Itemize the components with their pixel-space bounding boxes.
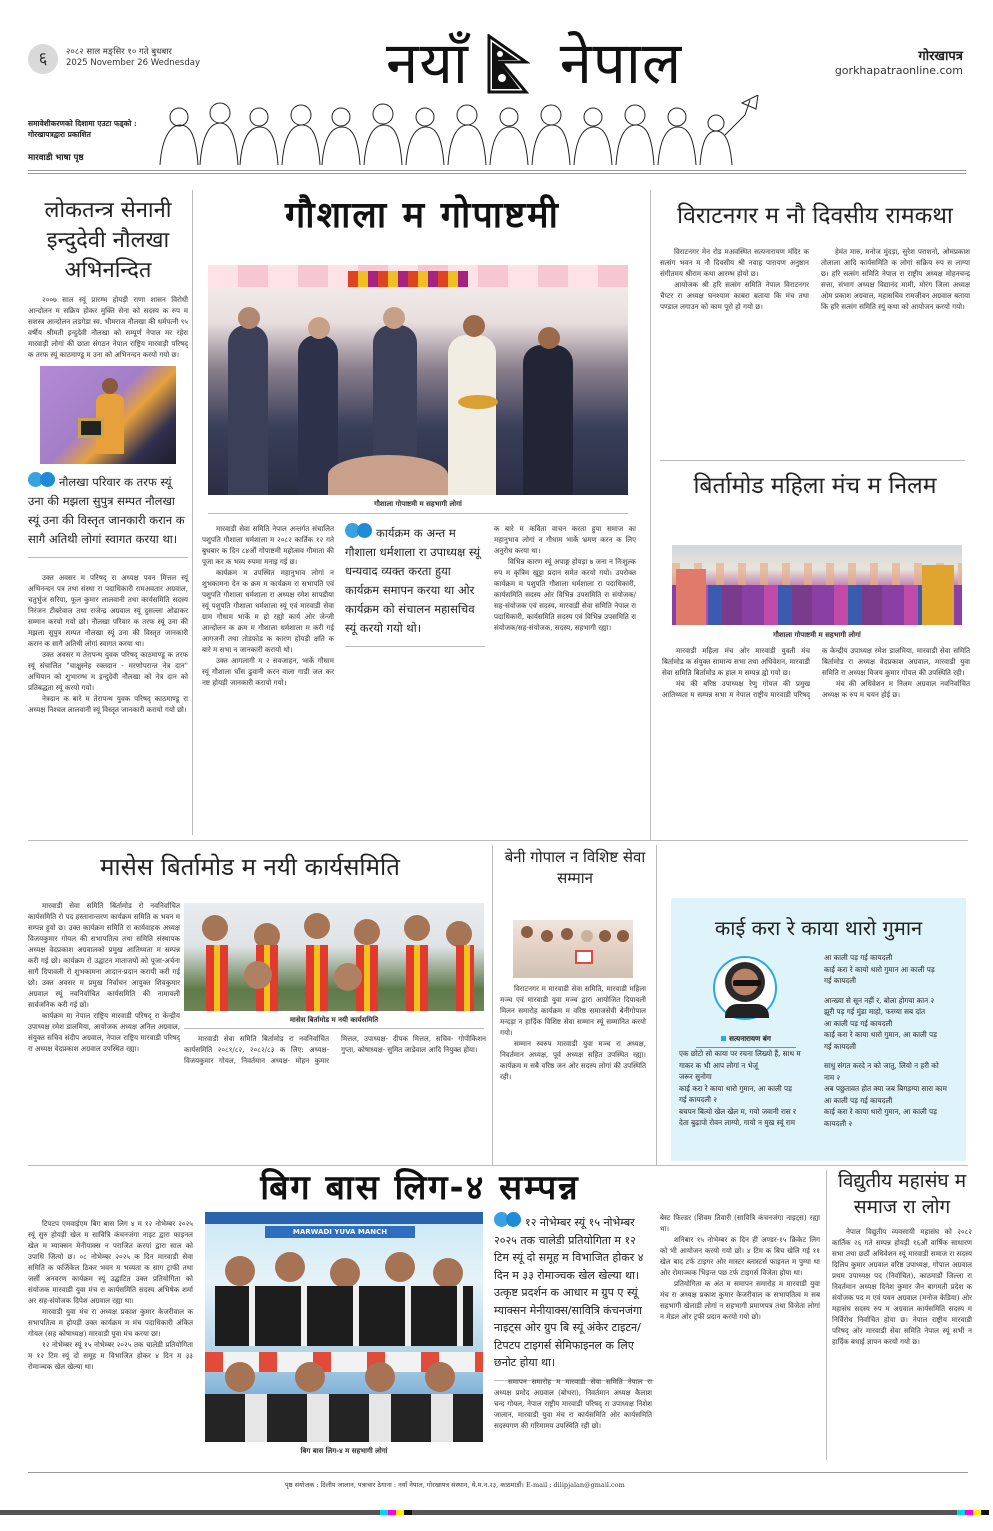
caption-mases: मासेस बिर्तामोड म नयी कार्यसमिति bbox=[289, 1015, 379, 1024]
body-paragraph: टिपटप एमवाईएम बिग बास लिग ४ म १२ नोभेम्बर २०२५ स्यूं सुरु होयड़ी खेल म सावित्रि कंचनजंगा नाइट द्वारा फाइनल खेल म म्याक्सन मेनीयाक्स न पराजित करयां द्वारा साल को उपाधि जित्यो छ। ०८ नोभेम्बर २०२५ क दिन मारवाडी सेवा समिति क फर्जिकेल ठिकर भवन म भव्यता क साग ट्राफी तथा जर्सी अनवरण कार्यक्रम स्यूं उद्घाटित उक्त प्रतियोगिता को संयोजक मारवाडी युवा मंच रा कार्यसमिति सदस्य अभिषेक शर्मा अर सह-संयोजक दिपेश अग्रवाल रह्या था। bbox=[28, 1219, 193, 1305]
registration-swatch bbox=[981, 1510, 989, 1515]
poem-line: आ काली पड़ गई कायदली bbox=[824, 1018, 893, 1028]
bullet-icon bbox=[721, 1036, 726, 1041]
body-paragraph: विराटनगर मेन रोड मअवस्थित सत्यनारायण मंदिर क सत्संग भवन म नौ दिवसीय श्री नवाह पारायण अनुष्ठान संगीतमय श्रीराम कथा आरम्भ होयो छ। bbox=[660, 247, 809, 278]
masthead-tagline: समावेशीकरणको दिशामा एउटा फड्को : गोरखापत्रद्वारा प्रकाशित bbox=[28, 119, 137, 139]
poem-line: गई कायदली २ bbox=[679, 1095, 717, 1104]
body-vidyutiya bbox=[832, 1226, 972, 1347]
body-paragraph: शनिबार १५ नोभेम्बर क दिन ही अण्डर-१५ क्रिकेट लिग को भी आयोजन करयो गयो छो। ४ टिम क बिच खेलि गई ११ खेल बाद टर्फ टाइगर ओर मास्टर ब्लास्टर्स फाइनल म पुग्या था ओर रोमाञ्चक भिड़न्त पछ टर्फ टाइगर्स विजेता होया था। bbox=[660, 1235, 820, 1277]
poem-line: आ काली पड़ गई कायदली bbox=[824, 1095, 893, 1105]
section-divider bbox=[208, 513, 628, 514]
pullquote-gaushala bbox=[345, 523, 485, 647]
author-byline bbox=[696, 1026, 796, 1048]
body-paragraph: नेपाल विद्युतीय व्यवसायी महासंघ को २०८२ कार्तिक २६ गते सम्पन्न होयड़ी १६औं वार्षिक साधारण सभा तथा छठौं अधिवेशन स्यूं मारवाडी समाज रा सदस्य दिलिप कुमार अग्रवाल वरिष्ठ उपाध्यक्ष, गोपाल अग्रवाल प्रथम उपाध्यक्ष पद (निर्वाचित), काठमाडौं जिल्ला रा निवर्तमान अध्यक्ष दिनेश कुमार जैन बागमती प्रदेश क संयोजक पद म एवं पवन अग्रवाल (मनोज केडिया) ओर महासंघ सदस्य रुप म अग्रवाल कार्यसमिति सदस्य म निर्विरोध निर्वाचित होया छ। नेपाल राष्ट्रीय मारवाडी परिषद् ओर मारवाडी सेवा समिति नेपाल स्यूं सभी न हार्दिक बधाई ज्ञापन करयो गयो छ। bbox=[832, 1227, 972, 1346]
masthead-title-right: नेपाल bbox=[559, 29, 683, 97]
caption-birtamod-mahila: गौशाला गोपाष्टमी म सहभागी लोगां bbox=[773, 630, 861, 639]
page-number-badge: ६ bbox=[28, 44, 58, 74]
lead-paragraph: २००७ साल स्यूं प्रारम्भ होयड़ी राणा शासन विरोधी आन्दोलन म सक्रिय होकर मुक्ति सेना को सदस्य क रुप म सशस्त्र आन्दोलन लडगेडा स्व. भीमराज नौलखा की धर्मपत्नी ९५ वर्षीय श्रीमती इन्दुदेवी नौलखा को सम्पूर्ण नेपाल मर रहेरा मारवाड़ी लोगां की छाता संगठन नेपाल राष्ट्रिय मारवाड़ी परिषद् क तरफ स्यूं काठमाण्डू म उना को अभिनन्दन करयो गयो छ। bbox=[28, 295, 188, 359]
body-gaushala-col1 bbox=[202, 523, 334, 688]
quote-icon bbox=[28, 472, 56, 488]
body-paragraph: मारवाडी महिला मंच ओर मारवाडी युवती मंच बिर्तामोड क संयुक्त सामान्य सभा तथा अधिवेशन, मारवाडी सेवा समिति बिर्तामोड क हाल म सम्पन्न ह्वो गयो छ। bbox=[662, 646, 810, 677]
body-paragraph: विभिन्न कारण स्यूं अपाङ्ग होयड़ा ७ जना न निःशुल्क रुप म कृत्रिम खुट्टा प्रदान समेत करयो गयो। उपरोक्त कार्यक्रम म पशुपति गौशाला धर्मशाला रा पदाधिकारी, कार्यसमिति सदस्य ओर विभिन्न उपसमिति रा संयोजक/सह-संयोजक एवं सदस्य, मारवाडी सेवा समिति नेपाल रा पदाधिकारी, कार्यसमिति सदस्य एवं विभिन्न उपसमिति रा संयोजक/सह-संयोजक, सदस्य, सहभागी रह्या। bbox=[494, 557, 636, 632]
body-paragraph: प्रतियोगिता क अंत म समापन समारोह म मारवाडी युवा मंच रा अध्यक्ष प्रकाश कुमार केजरीवाल क सभापतित्व म सब सहभागी खेलाडी लोगां न सहभागी प्रमाणपत्र तथा विजेता लोगां न मेडल ओर ट्रफी प्रदान करयो गयो छो। bbox=[660, 1279, 820, 1321]
poem-right-stanza bbox=[824, 952, 964, 1129]
body-mases-col1 bbox=[28, 900, 180, 1054]
headline-bigbash: बिग बास लिग-४ सम्पन्न bbox=[260, 1168, 580, 1208]
registration-swatch bbox=[973, 1510, 981, 1515]
article-bigbash bbox=[200, 1166, 640, 1210]
headline-biratnagar: विराटनगर म नौ दिवसीय रामकथा bbox=[677, 203, 953, 229]
headline-beni-gopal: बेनी गोपाल न विशिष्ट सेवा सम्मान bbox=[504, 848, 646, 887]
article-gaushala bbox=[200, 194, 645, 238]
photo-birtamod-mahila bbox=[672, 545, 962, 625]
registration-swatches bbox=[380, 1510, 412, 1515]
lead-lokatantra bbox=[28, 294, 188, 360]
nepal-flag-icon bbox=[486, 34, 530, 96]
poem-line: काई करा रे काया थारो गुमान, आ काली पड़ bbox=[824, 1107, 937, 1116]
poem-line: गई कायदली bbox=[824, 1041, 856, 1051]
column-divider bbox=[656, 845, 657, 1165]
body-paragraph: क बारे म कविता वाचन करता हुया समाज का महानुभाव लोगां न गौधाम भार्के भ्रमण करन क लिए अनुरोध करया था। bbox=[494, 524, 636, 555]
poem-line: झूरी पड़ गई मुंडा माहो, फरग्या सब दांत bbox=[824, 1007, 926, 1016]
photo-beni-gopal bbox=[513, 920, 633, 978]
article-birtamod-mahila bbox=[660, 470, 970, 502]
headline-poem: काई करा रे काया थारो गुमान bbox=[714, 916, 923, 940]
body-gaushala-col3 bbox=[494, 523, 636, 633]
poem-line: देता बुढ़ापो रोवन लाग्यो, गायो न मुख स्यूं राम bbox=[679, 1118, 796, 1127]
headline-mases: मासेस बिर्तामोड म नयी कार्यसमिति bbox=[100, 853, 400, 881]
poem-line: नाम २ bbox=[824, 1072, 841, 1082]
body-paragraph: मंच की अधिवेशन म निलम अग्रवाल नवनिर्वाचित अध्यक्ष क रुप म चयन होई छ। bbox=[822, 679, 970, 699]
caption-bigbash: बिग बास लिग-४ म सहभागी लोगां bbox=[300, 1446, 388, 1455]
registration-swatch bbox=[404, 1510, 412, 1515]
pullquote-lokatantra bbox=[28, 472, 188, 558]
body-paragraph: मारवाडी सेवा समिति बिर्तामोड रो नवनिर्वाचित कार्यसमिति रो पद हस्तानान्तरण कार्यक्रम समिति क भवन म सम्पन्न हुयो छ। उक्त कार्यक्रम समिति रा कार्यवाहक अध्यक्ष विजयकुमार गोयल की सभापतित्व तथा समिति संस्थापक अध्यक्ष वेदप्रकाश अग्रवालको प्रमुख आतिथ्यता म सम्पन्न करी गई छो। कार्यक्रम रो उद्घाटन माताजयों को पूजा-अर्चना सागै दिपावली रो शुभकामना आदान-प्रदान करायी करी गई छो। उक्त अवसर म प्रमुख निर्वाचन आयुक्त शिवकुमार अग्रवाल स्यूं नवनिर्वाचित कार्यसमिति की नामावली सार्वजनिक करी गई छो। bbox=[28, 901, 180, 1009]
body-paragraph: उक्त अवसर म तेरापन्थ युवक परिषद् काठमाण्डू क तरफ स्यूं संचालित "चाक्षुस्नेह रक्तदान - मरणोपरान्त नेत्र दान" अभियान को शुभारम्भ म इन्दुदेवी नौलखा को नेत्र दान को प्रतिबद्धता स्यूं करयो गयो। bbox=[28, 650, 188, 692]
author-avatar bbox=[713, 956, 777, 1020]
registration-swatch bbox=[396, 1510, 404, 1515]
body-paragraph: नेत्रदान क बारे म तेरापन्थ युवक परिषद् काठमाण्डू रा अध्यक्ष निश्चल लालवानी स्यूं विस्तृत जानकारी करायो गयो छो। bbox=[28, 694, 188, 714]
caption-gaushala: गौशाला गोपाष्टमी म सहभागी लोगां bbox=[374, 499, 462, 508]
section-divider bbox=[28, 840, 968, 841]
registration-swatch bbox=[957, 1510, 965, 1515]
article-vidyutiya bbox=[832, 1168, 972, 1347]
body-lokatantra bbox=[28, 572, 188, 715]
pullquote-text: कार्यक्रम क अन्त म गौशाला धर्मशाला रा उपाध्यक्ष स्यूं धन्यवाद व्यक्त करता हुया कार्यक्रम समापन करया था ओर कार्यक्रम को संचालन महासचिव स्यूं करयो गयो थो। bbox=[345, 526, 481, 635]
pullquote-bigbash bbox=[494, 1212, 654, 1381]
registration-bar bbox=[0, 1510, 380, 1515]
photo-mases-committee bbox=[184, 903, 484, 1011]
registration-swatch bbox=[380, 1510, 388, 1515]
pullquote-text: १२ नोभेम्बर स्यूं १५ नोभेम्बर २०२५ तक चालेडी प्रतियोगिता म १२ टिम स्यूं दो समूह म विभाजित होकर ४ दिन म ३३ रोमाञ्चक खेल खेल्या था। उत्कृष्ट प्रदर्शन क आधार म ग्रुप ए स्यूं म्याक्सन मेनीयाक्स/सावित्रि कंचनजंगा नाइट्स ओर ग्रुप बि स्यूं अंकेर टाइटन/टिपटप टाइगर्स सेमिफाइनल क लिए छनोट होया था। bbox=[494, 1216, 644, 1369]
brand-url[interactable]: gorkhapatraonline.com bbox=[834, 64, 963, 77]
article-biratnagar bbox=[660, 200, 970, 312]
poem-left-stanza bbox=[679, 1048, 829, 1129]
brand-name: गोरखापत्र bbox=[918, 49, 963, 64]
column-divider bbox=[650, 190, 651, 840]
body-paragraph: कार्यक्रम मा नेपाल राष्ट्रिय मारवाडी परिषद् रा केन्द्रीय उपाध्यक्ष रमेश डालमिया, आयोजक अध्यक्ष अनिल अग्रवाल, संयुक्त सचिव संदीप अग्रवाल, नेपाल राष्ट्रिय मारवाडी परिषद् रा अध्यक्ष वेदप्रकाश अग्रवाल उपस्थित रह्या। bbox=[28, 1011, 180, 1053]
headline-gaushala: गौशाला म गोपाष्टमी bbox=[285, 195, 560, 236]
column-divider bbox=[826, 1170, 827, 1460]
pullquote-text: नौलखा परिवार क तरफ स्यूं उना की मझला सुपुत्र सम्पत नौलखा स्यूं उना की विस्तृत जानकारी करान क सागै अतिथी लोगां स्वागत करया था। bbox=[28, 475, 185, 546]
registration-bar bbox=[412, 1510, 957, 1515]
body-birtamod-mahila bbox=[662, 645, 970, 835]
poem-line: जरूर सुनोगा bbox=[679, 1072, 712, 1081]
body-biratnagar bbox=[660, 246, 970, 312]
headline-birtamod-mahila: बिर्तामोड महिला मंच म निलम bbox=[693, 473, 937, 499]
crowd-illustration bbox=[150, 95, 770, 165]
body-mases-col23 bbox=[184, 1033, 486, 1158]
poem-line: काई करा रे काया थारो गुमान, आ काली पड़ bbox=[824, 1030, 937, 1039]
article-poem bbox=[671, 898, 966, 1161]
poem-line: साधु संगत करदे न को जातु, लियो न हरी को bbox=[824, 1061, 939, 1070]
body-bigbash-col1 bbox=[28, 1218, 193, 1372]
masthead-title bbox=[386, 29, 683, 97]
registration-swatch bbox=[965, 1510, 973, 1515]
poem-line: अब पछुतावत होत क्या जब बिगड़ग्या सारा काम bbox=[824, 1084, 947, 1093]
registration-swatch bbox=[388, 1510, 396, 1515]
body-beni-gopal bbox=[500, 983, 646, 1082]
photo-gaushala-gopashtami bbox=[208, 265, 628, 495]
poem-line: आन्ख्या से सून नहीं र, बोला होगया कान २ bbox=[824, 995, 935, 1005]
language-page-label: मारवाडी भाषा पृष्ठ bbox=[28, 153, 84, 163]
poem-line: एक छोटो सो काया पर रचना लिख्यो हैं, साथ म bbox=[679, 1049, 801, 1058]
article-lokatantra bbox=[28, 196, 188, 715]
body-paragraph: मंच की बरिष्ठ उपाध्यक्ष रेणु गोयल की प्रमुख आतिथ्यता म सम्पन्न सभा म नेपाल राष्ट्रीय मारवाडी परिषद् क केन्द्रीय उपाध्यक्ष रमेश डालमिया, मारवाडी सेवा समिति बिर्तामोड रा अध्यक्ष वेदप्रकाश अग्रवाल, मारवाडी युवा समिति रा अध्यक्ष विजय कुमार गोयल की उपस्थिति रही। bbox=[662, 646, 970, 699]
masthead-divider bbox=[28, 170, 966, 174]
footer-divider bbox=[28, 1472, 968, 1473]
headline-vidyutiya: विद्युतीय महासंघ म समाज रा लोग bbox=[837, 1170, 967, 1218]
body-paragraph: उक्त आगलागी म २ सवजाहन, भार्के गौधाम स्यूं गौशाला घाँस ढुवानी करन वाला गाडी जल कर नष्ट होयड़ी जानकारी करायो गयो। bbox=[202, 656, 334, 687]
quote-icon bbox=[494, 1212, 522, 1228]
body-paragraph: मारवाडी सेवा समिति नेपाल अन्तर्गत संचालित पशुपति गौशाला धर्मशाला म २०८२ कार्तिक १२ गते बुधबार क दिन ८४औं गोपाष्टमी महोत्सव गौमाता की पूजा कर क भव्य रुपमा मनाइ गई छ। bbox=[202, 524, 334, 566]
poem-line: बचपन बित्यो खेल खेल म, गयो जवानी रास र bbox=[679, 1106, 796, 1116]
poem-line: गई कायदली bbox=[824, 976, 856, 985]
body-paragraph: आयोजक श्री हरि सत्संग समिति नेपाल विराटनगर चैप्टर रा अध्यक्ष घनश्याम काबरा बताया कि मंच तथा पण्डाल लगाउन को काम पूरो हो गयो छ। bbox=[660, 280, 809, 311]
body-paragraph: १२ नोभेम्बर स्यूं १५ नोभेम्बर २०२५ तक चालेडी प्रतियोगिता म १२ टिम स्यूं दो समूह म विभाजित होकर ४ दिन म ३३ रोमाञ्चक खेल खेल्या था। bbox=[28, 1340, 193, 1371]
photo-bigbash bbox=[205, 1212, 483, 1442]
body-paragraph: मारवाडी युवा मंच रा अध्यक्ष प्रकाश कुमार केजरीवाल क सभापतित्व म होयड़ी उक्त कार्यक्रम म मंच पदाधिकारी अंकित गोयल (सह कोषाध्यक्ष) मारवाडी युवा मंच करया छा। bbox=[28, 1307, 193, 1338]
photo-banner-text: MARWADI YUVA MANCH bbox=[265, 1226, 415, 1238]
column-divider bbox=[492, 845, 493, 1165]
poem-line: कायदली २ bbox=[824, 1118, 853, 1128]
poem-line: काई करा रे काया थारो गुमान, आ काली पड़ bbox=[679, 1083, 792, 1093]
poem-line: गाकर क भी आप लोगां न भेजूं bbox=[679, 1060, 758, 1070]
body-bigbash-col4 bbox=[660, 1212, 820, 1322]
registration-swatches bbox=[957, 1510, 989, 1515]
poem-line: काई करा रे कायो थारो गुमान आ काली पड़ bbox=[824, 964, 935, 974]
body-paragraph: विराटनगर म मारवाडी सेवा समिति, मारवाडी महिला मञ्च एवं मारवाडी युवा मञ्च द्वारा आयोजित दिपावली मिलन समारोह कार्यक्रम म वरिष्ठ समाजसेवी बेनीगोपाल मन्दड़ा न हार्दिक विशिष्ट सेवा सम्मान स्यूं सम्मानित करयो गयो। bbox=[500, 984, 646, 1037]
footer-credits: पृष्ठ संयोजक : दिलीप जालान, पत्राचार ठेगाना : नयाँ नेपाल, गोरखापत्र संस्थान, थे.म.न.२३, काठमाडौं। E-mail : dilipjalan@gmail.com bbox=[285, 1481, 625, 1489]
photo-naulakha-felicitation bbox=[40, 366, 176, 464]
article-beni-gopal bbox=[500, 847, 650, 889]
section-divider bbox=[184, 1028, 484, 1029]
body-paragraph: मारवाडी सेवा समिति बिर्तामोड रा नवनिर्वाचित कार्यसमिति २०८१/८२, २०८२/८३ क लिए: अध्यक्ष- विजयकुमार गोयल, निवर्तमान अध्यक्ष- मोहन कुमार मित्तल, उपाध्यक्ष- दीपक मित्तल, सचिव- गोपीकिशन गुप्ता, कोषाध्यक्ष- सुमित जाडेवाल आदि नियुक्त होया। bbox=[184, 1034, 486, 1065]
body-bigbash-col3 bbox=[494, 1376, 652, 1431]
section-divider bbox=[660, 460, 965, 461]
article-mases bbox=[10, 847, 490, 887]
date-nepali: २०८२ साल मङ्सिर १० गते बुधबार bbox=[66, 47, 172, 57]
column-divider bbox=[192, 190, 193, 835]
body-paragraph: उक्त अवसर म परिषद् रा अध्यक्ष पवन मित्तल स्यूं अभिनन्दन पत्र तथा संस्था रा पदाधिकारी रामअवतार अग्रवाल, चतुर्भुज सरिया, फूल कुमार लालवानी तथा कार्यसमिति सदस्य निरंजन टीबरेवाल तथा राजेन्द्र अग्रवाल स्यूं दुसल्ला ओढाकर सम्मान करयो गयो छो। नौलखा परिवार क तरफ स्यूं उना की मझला सुपुत्र सम्पत नौलखा स्यूं उना की विस्तृत जानकारी करान क सागै अतिथी लोगां स्वागत करया था। bbox=[28, 573, 188, 648]
body-paragraph: सम्मान स्वरुप मारवाडी युवा मञ्च रा अध्यक्ष, निवर्तमान अध्यक्ष, पूर्व अध्यक्ष सहित उपस्थित रह्या। कार्यक्रम म सबै वरिष्ठ जन ओर सदस्य लोगां की उपस्थिति रही। bbox=[500, 1039, 646, 1081]
masthead-title-left: नयाँ bbox=[386, 29, 469, 97]
body-paragraph: बेस्ट फिल्डर (शिवम तिवारी (सावित्रि कंचनजंगा नाइट्स) रह्या था। bbox=[660, 1213, 820, 1233]
body-paragraph: हेमंत मारु, मनोज मुंदड़ा, सुरेश पराशनो, ओमप्रकाश तोलाला आदि कार्यसमिति क लोगां सक्रिय रुप स लाग्या छ। हरि सत्संग समिति नेपाल रा राष्ट्रीय अध्यक्ष मोहनचन्द्र सत्ता, संभाग अध्यक्ष विद्यानंद मामी, मोरंग जिला अध्यक्ष ओम प्रकाश अग्रवाल, महासचिव रामजीवन अग्रवाल बताया कि हरि सत्संग समिति स्यूं कथा को आयोजन करयो गयो। bbox=[821, 247, 970, 311]
body-paragraph: समापन समारोह म मारवाडी सेवा समिति नेपाल रा अध्यक्ष प्रमोद अग्रवाल (बोथरा), निवर्तमान अध्यक्ष कैलाश चन्द गोयल, नेपाल राष्ट्रीय मारवाडी परिषद् रा उपाध्यक्ष निशेश जालान, मारवाडी युवा मंच रा कार्यसमिति ओर कार्यसमिति सदस्यगण की गरिमामय उपस्थिति रही छो। bbox=[494, 1377, 652, 1430]
body-paragraph: कार्यक्रम म उपस्थित महानुभाव लोगां न शुभकामना देन क क्रम म कार्यक्रम रा सभापति एवं पशुपति गौशाला धर्मशाला रा अध्यक्ष रमेश सापडीया स्यूं पशुपति गौशाला धर्मशाला स्यूं एवं मारवाडी सेवा ग्राम गौधाम भार्के म हो रह्यो कार्य ओर जेन्जी आन्दोलन क क्रम म गौशाला धर्मशाला म करी गई आगजनी तथा तोडफोड क कारण होयड़ी क्षति क बारे म सभा न जानकारी करायो थो। bbox=[202, 568, 334, 654]
author-name: सत्यनारायण बंग bbox=[729, 1034, 771, 1043]
quote-icon bbox=[345, 523, 373, 539]
date-english: 2025 November 26 Wednesday bbox=[66, 58, 200, 68]
headline-lokatantra: लोकतन्त्र सेनानी इन्दुदेवी नौलखा अभिनन्दित bbox=[44, 198, 172, 283]
poem-line: आ काली पड़ गई कायदली bbox=[824, 953, 893, 962]
